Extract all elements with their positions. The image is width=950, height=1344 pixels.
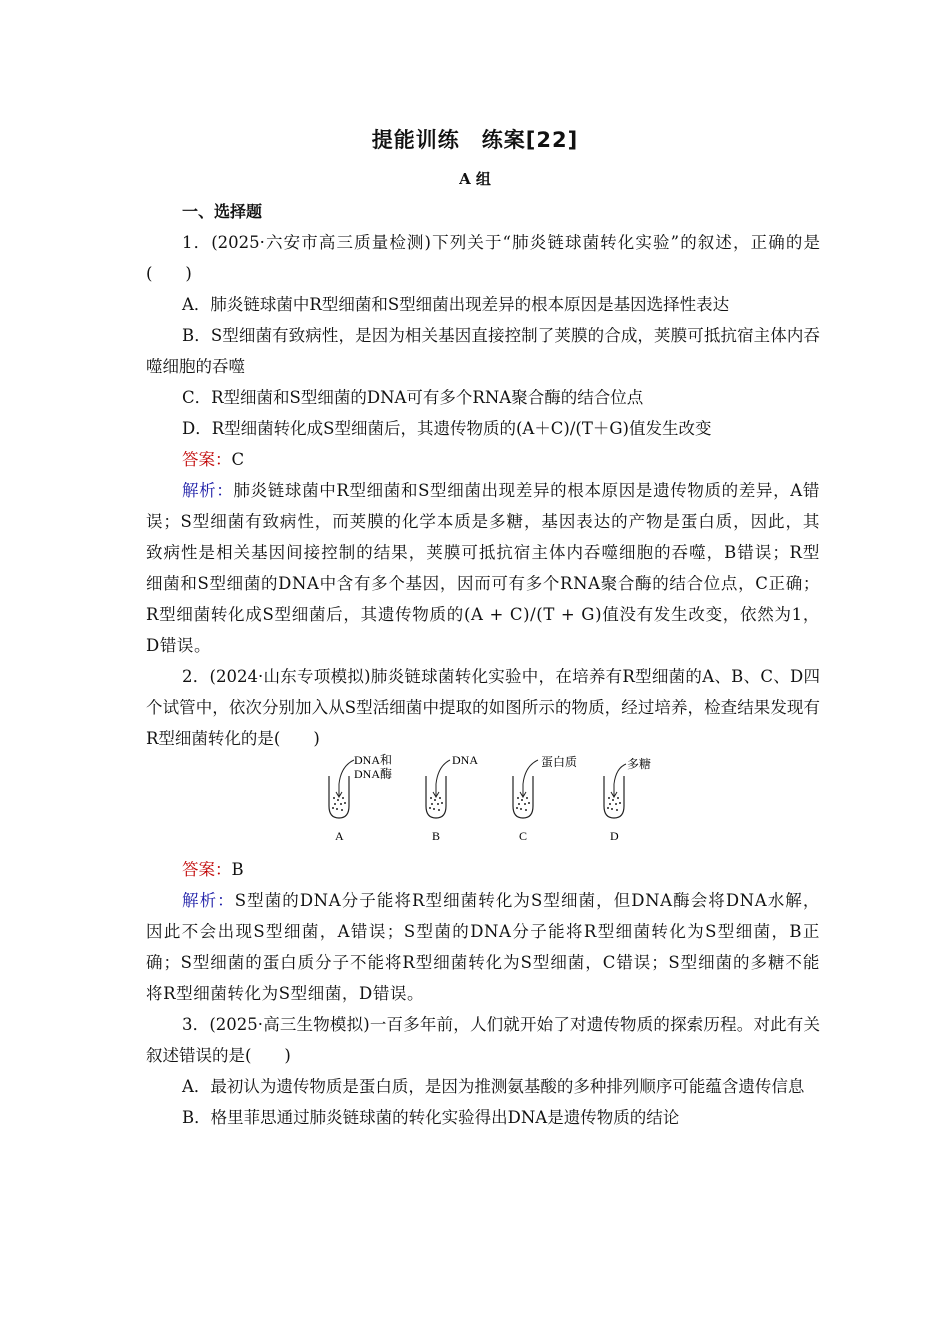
q3-option-a: A．最初认为遗传物质是蛋白质，是因为推测氨基酸的多种排列顺序可能蕴含遗传信息 <box>182 1077 805 1096</box>
q1-option-a: A．肺炎链球菌中R型细菌和S型细菌出现差异的根本原因是基因选择性表达 <box>182 295 730 314</box>
tube-d-additive-1: 多糖 <box>627 757 652 771</box>
tube-b <box>426 753 478 843</box>
tube-c-additive-1: 蛋白质 <box>541 755 578 769</box>
test-tube-diagram <box>324 753 652 854</box>
tube-b-additive-1: DNA <box>452 753 478 767</box>
test-tube-figure <box>146 754 820 854</box>
q3-stem: 3．(2025·高三生物模拟)一百多年前，人们就开始了对遗传物质的探索历程。对此有关叙述错误的是( ) <box>146 1015 820 1065</box>
answer-value: C <box>231 450 245 469</box>
bacteria-dots <box>429 797 443 811</box>
tube-a <box>329 753 392 843</box>
q1-answer <box>146 444 820 475</box>
analysis-label: 解析： <box>182 481 234 500</box>
q2-analysis <box>146 885 820 1009</box>
tube-a-label: A <box>335 829 344 843</box>
bacteria-dots <box>516 797 530 811</box>
q1-option-d: D．R型细菌转化成S型细菌后，其遗传物质的(A＋C)/(T＋G)值发生改变 <box>182 419 712 438</box>
q3-option-b: B．格里菲思通过肺炎链球菌的转化实验得出DNA是遗传物质的结论 <box>182 1108 680 1127</box>
tube-a-additive-1: DNA和 <box>354 753 392 767</box>
q2-stem: 2．(2024·山东专项模拟)肺炎链球菌转化实验中，在培养有R型细菌的A、B、C、D四个试管中，依次分别加入从S型活细菌中提取的如图所示的物质，经过培养，检查结果发现有R型细菌转化的是( ) <box>146 667 820 748</box>
section-heading: 一、选择题 <box>182 202 263 221</box>
q1-stem: 1．(2025·六安市高三质量检测)下列关于“肺炎链球菌转化实验”的叙述，正确的是( ) <box>146 233 820 283</box>
bacteria-dots <box>607 797 621 811</box>
q2-answer <box>146 854 820 885</box>
analysis-text: S型菌的DNA分子能将R型细菌转化为S型细菌，但DNA酶会将DNA水解，因此不会出现S型细菌，A错误；S型菌的DNA分子能将R型细菌转化为S型细菌，B正确；S型细菌的蛋白质分子不能将R型细菌转化为S型细菌，C错误；S型细菌的多糖不能将R型细菌转化为S型细菌，D错误。 <box>146 891 820 1003</box>
answer-label: 答案： <box>182 450 232 469</box>
tube-c-label: C <box>519 829 528 843</box>
analysis-text: 肺炎链球菌中R型细菌和S型细菌出现差异的根本原因是遗传物质的差异，A错误；S型细菌有致病性，而荚膜的化学本质是多糖，基因表达的产物是蛋白质，因此，其致病性是相关基因间接控制的结果，荚膜可抵抗宿主体内吞噬细胞的吞噬，B错误；R型细菌和S型细菌的DNA中含有多个基因，因而可有多个RNA聚合酶的结合位点，C正确；R型细菌转化成S型细菌后，其遗传物质的(A + C)/(T + G)值没有发生改变，依然为1，D错误。 <box>146 481 820 655</box>
group-label: A 组 <box>459 170 491 188</box>
q1-option-c: C．R型细菌和S型细菌的DNA可有多个RNA聚合酶的结合位点 <box>182 388 644 407</box>
page-title: 提能训练 练案[22] <box>371 128 579 152</box>
q1-analysis <box>146 475 820 661</box>
answer-value: B <box>231 860 244 879</box>
tube-c <box>513 754 577 843</box>
answer-label: 答案： <box>182 860 232 879</box>
analysis-label: 解析： <box>182 891 235 910</box>
tube-d <box>604 756 651 843</box>
q1-option-b: B．S型细菌有致病性，是因为相关基因直接控制了荚膜的合成，荚膜可抵抗宿主体内吞噬细胞的吞噬 <box>146 326 820 376</box>
tube-d-label: D <box>610 829 619 843</box>
document-body <box>146 196 820 1133</box>
tube-a-additive-2: DNA酶 <box>354 767 392 781</box>
tube-b-label: B <box>432 829 441 843</box>
